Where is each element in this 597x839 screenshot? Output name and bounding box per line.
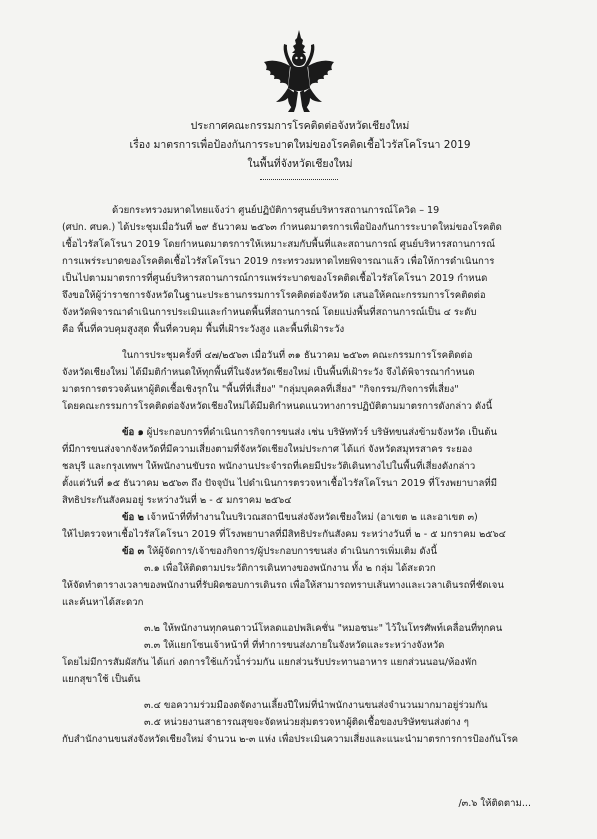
continuation-marker: /๓.๖ ให้ติดตาม... — [458, 798, 531, 809]
paragraph-line: มาตรการตรวจค้นหาผู้ติดเชื้อเชิงรุกใน "พื้นที่ที่เสี่ยง" "กลุ่มบุคคลที่เสี่ยง" "กิจกรรม/กิจการที่เสี่ยง" — [62, 384, 459, 395]
subclause-3-1-line: ให้จัดทำตารางเวลาของพนักงานที่รับผิดชอบการเดินรถ เพื่อให้สามารถทราบเส้นทางและเวลาเดินรถที่ชัดเจน — [62, 580, 504, 591]
clause-1-line: ชลบุรี และกรุงเทพฯ ให้พนักงานขับรถ พนักงานประจำรถที่เคยมีประวัติเดินทางไปในพื้นที่เสี่ยงดังกล่าว — [62, 461, 476, 472]
clause-1-label: ข้อ ๑ — [122, 427, 144, 438]
announcement-title: ประกาศคณะกรรมการโรคติดต่อจังหวัดเชียงใหม่ — [190, 120, 410, 132]
paragraph-line: การแพร่ระบาดของโรคติดเชื้อไวรัสโคโรนา 2019 กระทรวงมหาดไทยพิจารณาแล้ว เพื่อให้การดำเนินการ — [62, 256, 495, 267]
clause-1-line: ตั้งแต่วันที่ ๑๕ ธันวาคม ๒๕๖๓ ถึง ปัจจุบัน ไปดำเนินการตรวจหาเชื้อไวรัสโคโรนา 2019 ที่โรงพยาบาลที่มี — [62, 478, 498, 489]
paragraph-line: โดยคณะกรรมการโรคติดต่อจังหวัดเชียงใหม่ได้มีมติกำหนดแนวทางการปฏิบัติตามมาตรการดังกล่าว ดังนี้ — [62, 401, 493, 412]
clause-1-line: สิทธิประกันสังคมอยู่ ระหว่างวันที่ ๒ - ๕ มกราคม ๒๕๖๔ — [62, 495, 292, 506]
clause-3-label: ข้อ ๓ — [122, 546, 145, 557]
subclause-3-5-line: ๓.๕ หน่วยงานสาธารณสุขจะจัดหน่วยสุ่มตรวจหาผู้ติดเชื้อของบริษัทขนส่งต่าง ๆ — [144, 717, 469, 728]
document-body — [62, 202, 538, 748]
garuda-emblem-icon — [258, 28, 340, 116]
subclause-3-5-line: กับสำนักงานขนส่งจังหวัดเชียงใหม่ จำนวน ๒-๓ แห่ง เพื่อประเมินความเสี่ยงและแนะนำมาตรการการป้องกันโรค — [62, 734, 519, 745]
paragraph-line: คือ พื้นที่ควบคุมสูงสุด พื้นที่ควบคุม พื้นที่เฝ้าระวังสูง และพื้นที่เฝ้าระวัง — [62, 324, 345, 335]
subclause-3-3-line: โดยไม่มีการสัมผัสกัน ได้แก่ งดการใช้แก้วน้ำร่วมกัน แยกส่วนรับประทานอาหาร แยกส่วนนอน/ห้องพัก — [62, 657, 477, 668]
dotted-separator — [260, 179, 338, 180]
paragraph-line: ด้วยกระทรวงมหาดไทยแจ้งว่า ศูนย์ปฏิบัติการศูนย์บริหารสถานการณ์โควิด – 19 — [112, 205, 440, 216]
clause-2-line: ข้อ ๒ เจ้าหน้าที่ที่ทำงานในบริเวณสถานีขนส่งจังหวัดเชียงใหม่ (อาเขต ๒ และอาเขต ๓) — [122, 512, 478, 523]
announcement-subject: เรื่อง มาตรการเพื่อป้องกันการระบาดใหม่ของโรคติดเชื้อไวรัสโคโรนา 2019 — [129, 139, 471, 151]
subclause-3-4-line: ๓.๔ ขอความร่วมมืองดจัดงานเลี้ยงปีใหม่ที่นำพนักงานขนส่งจำนวนมากมาอยู่ร่วมกัน — [144, 700, 488, 711]
announcement-area: ในพื้นที่จังหวัดเชียงใหม่ — [247, 158, 353, 170]
clause-1-line: ข้อ ๑ ผู้ประกอบการที่ดำเนินการกิจการขนส่ง เช่น บริษัททัวร์ บริษัทขนส่งข้ามจังหวัด เป็นต้น — [122, 427, 498, 438]
clause-1-line: ที่มีการขนส่งจากจังหวัดที่มีความเสี่ยงตามที่จังหวัดเชียงใหม่ประกาศ ได้แก่ จังหวัดสมุทรสาคร ระยอง — [62, 444, 473, 455]
clause-3-line: ข้อ ๓ ให้ผู้จัดการ/เจ้าของกิจการ/ผู้ประกอบการขนส่ง ดำเนินการเพิ่มเติม ดังนี้ — [122, 546, 438, 557]
paragraph-line: จึงขอให้ผู้ว่าราชการจังหวัดในฐานะประธานกรรมการโรคติดต่อจังหวัด เสนอให้คณะกรรมการโรคติดต่อ — [62, 290, 486, 301]
subclause-3-1-line: ๓.๑ เพื่อให้ติดตามประวัติการเดินทางของพนักงาน ทั้ง ๒ กลุ่ม ได้สะดวก — [144, 563, 436, 574]
paragraph-line: ในการประชุมครั้งที่ ๔๗/๒๕๖๓ เมื่อวันที่ ๓๑ ธันวาคม ๒๕๖๓ คณะกรรมการโรคติดต่อ — [122, 350, 473, 361]
paragraph-line: เชื้อไวรัสโคโรนา 2019 โดยกำหนดมาตรการให้เหมาะสมกับพื้นที่และสถานการณ์ ศูนย์บริหารสถานการณ์ — [62, 239, 495, 250]
clause-2-label: ข้อ ๒ — [122, 512, 144, 523]
paragraph-line: (ศปก. ศบค.) ได้ประชุมเมื่อวันที่ ๒๙ ธันวาคม ๒๕๖๓ กำหนดมาตรการเพื่อป้องกันการระบาดใหม่ของโรคติด — [62, 222, 502, 233]
subclause-3-2-line: ๓.๒ ให้พนักงานทุกคนดาวน์โหลดแอปพลิเคชั่น "หมอชนะ" ไว้ในโทรศัพท์เคลื่อนที่ทุกคน — [144, 623, 503, 634]
paragraph-line: จังหวัดเชียงใหม่ ได้มีมติกำหนดให้ทุกพื้นที่ในจังหวัดเชียงใหม่ เป็นพื้นที่เฝ้าระวัง จึงได้พิจารณากำหนด — [62, 367, 475, 378]
subclause-3-3-line: แยกสุขาใช้ เป็นต้น — [62, 674, 141, 685]
subclause-3-1-line: และค้นหาได้สะดวก — [62, 597, 144, 608]
paragraph-line: เป็นไปตามมาตรการที่ศูนย์บริหารสถานการณ์การแพร่ระบาดของโรคติดเชื้อไวรัสโคโรนา 2019 กำหนด — [62, 273, 488, 284]
clause-2-line: ให้ไปตรวจหาเชื้อไวรัสโคโรนา 2019 ที่โรงพยาบาลที่มีสิทธิประกันสังคม ระหว่างวันที่ ๒ - ๕ มกราคม ๒๕๖๔ — [62, 529, 506, 540]
subclause-3-3-line: ๓.๓ ให้แยกโซนเจ้าหน้าที่ ที่ทำการขนส่งภายในจังหวัดและระหว่างจังหวัด — [144, 640, 445, 651]
paragraph-line: จังหวัดพิจารณาดำเนินการประเมินและกำหนดพื้นที่สถานการณ์ โดยแบ่งพื้นที่สถานการณ์เป็น ๔ ระดับ — [62, 307, 477, 318]
